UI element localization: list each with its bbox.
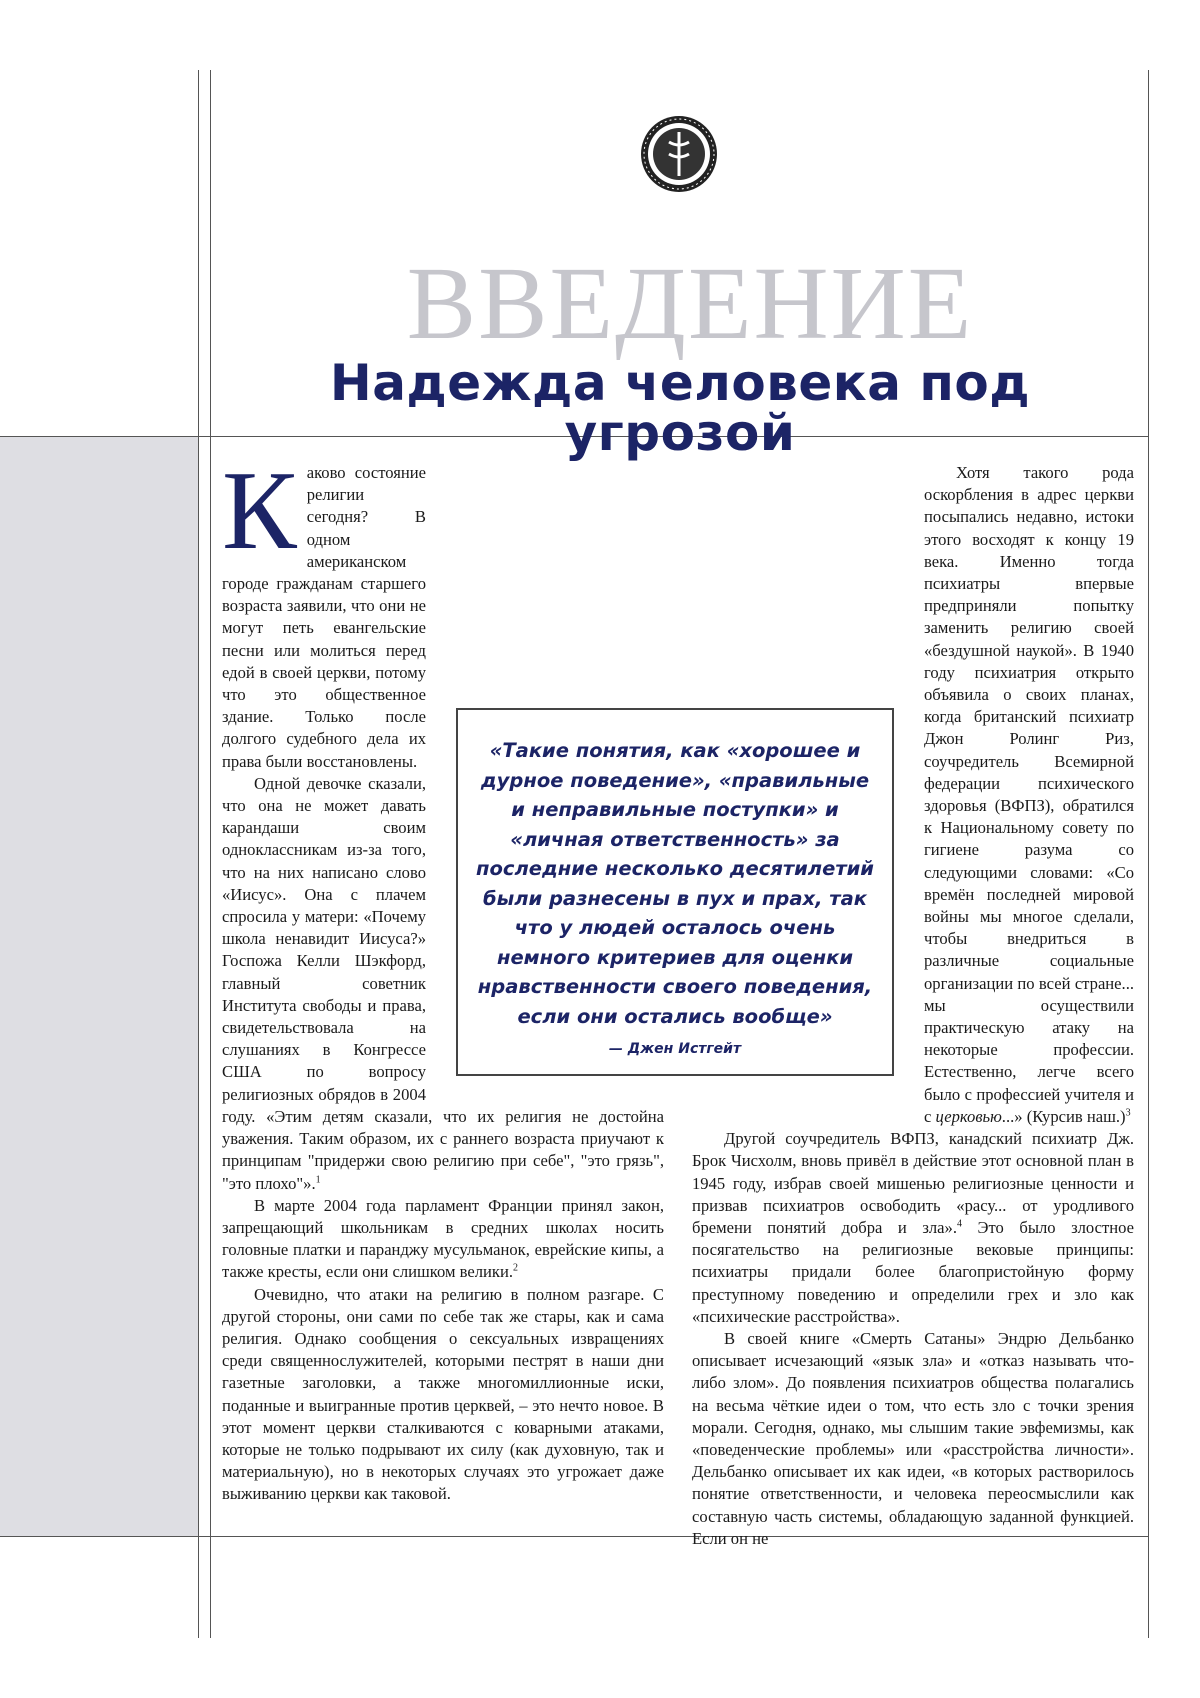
frame-line-right [1148,70,1149,1638]
paragraph: Очевидно, что атаки на религию в полном разгаре. С другой стороны, они сами по себе так же стары, как и сама религия. Однако сообщения о сексуальных извращениях среди священнослужителей, которыми пестрят в наши дни газетные заголовки, а также многомиллионные иски, поданные и выигранные против церквей, – это нечто новое. В этот момент церкви сталкиваются с коварными атаками, которые не только подрывают их силу (как духовную, так и материальную), но в некоторых случаях это угрожает даже выживанию церкви как таковой. [222,1284,664,1504]
drop-cap: К [222,449,297,573]
page-subtitle: Надежда человека под угрозой [329,354,1031,462]
footnote-ref: 3 [1125,1107,1131,1119]
pull-quote-box [456,708,894,1076]
paragraph: Другой соучредитель ВФПЗ, канадский психиатр Дж. Брок Чисхолм, вновь привёл в действие этот основной план в 1945 году, избрав своей мишенью религиозные ценности и призвав психиатров освободить «расу... от уродливого бремени понятий добра и зла».$^4$ Это было злостное посягательство на религиозные вековые принципы: психиатры придали более благопристойную форму преступному поведению и определили грех и зло как «психические расстройства». [692,1129,1134,1326]
footnote-ref: 4 [957,1218,962,1230]
frame-line-left-outer [198,70,199,1638]
paragraph: Хотя такого рода оскорбления в адрес церкви посыпались недавно, истоки этого восходят к концу 19 века. Именно тогда психиатры впервые предприняли попытку заменить религию своей «бездушной наукой». В 1940 году психиатрия открыто объявила о своих планах, когда британский психиатр Джон Ролинг Риз, соучредитель Всемирной федерации психического здоровья (ВФПЗ), обратился к Национальному совету по гигиене разума со следующими словами: «Со времён последней мировой войны мы многое сделали, чтобы внедриться в различные социальные организации по всей стране... мы осуществили практическую атаку на некоторые профессии. Естественно, легче всего было с профессией учителя и с церковью...» (Курсив наш.)$^3$ [924,463,1134,1126]
footnote-ref: 2 [513,1262,519,1274]
gray-side-panel [0,436,198,1536]
paragraph: Каково состояние религии сегодня? В одном американском городе гражданам старшего возраста заявили, что они не могут петь евангельские песни или молиться перед едой в своей церкви, потому что это общественное здание. Только после долгого судебного дела их права были восстановлены. [222,449,426,771]
paragraph: Одной девочке сказали, что она не может давать карандаши своим одноклассникам из-за того, что на них написано слово «Иисус». Она с плачем спросила у матери: «Почему школа ненавидит Иисуса?» Госпожа Келли Шэкфорд, главный советник Института свободы и права, свидетельствовала на слушаниях в Конгрессе США по вопросу религиозных обрядов в 2004 году. «Этим детям сказали, что их религия не достойна уважения. Таким образом, их с раннего возраста приучают к принципам "придержи свою религию при себе", "это грязь", "это плохо"».$^1$ [222,773,664,1193]
pull-quote-text: «Такие понятия, как «хорошее и дурное поведение», «правильные и неправильные поступки» и «личная ответственность» за последние несколько десятилетий были разнесены в пух и прах, так что у людей осталось очень немного критериев для оценки нравственности своего поведения, если они остались вообще» [476,739,874,1028]
paragraph: В своей книге «Смерть Сатаны» Эндрю Дельбанко описывает исчезающий «язык зла» и «отказ называть что-либо злом». До появления психиатров общества полагались на весьма чёткие идеи о том, что есть зло с точки зрения морали. Сегодня, однако, мы слышим такие эвфемизмы, как «поведенческие проблемы» или «расстройства личности». Дельбанко описывает их как идеи, «в которых растворилось понятие ответственности, и человека переосмыслили как составную часть системы, обладающую заданной функцией. Если он не [692,1328,1134,1548]
page-title: ВВЕДЕНИЕ [406,246,974,361]
frame-line-left-inner [210,70,211,1638]
emblem-seal-icon [639,114,719,194]
pull-quote-author: — Джен Истгейт [608,1041,742,1057]
footnote-ref: 1 [315,1173,321,1185]
paragraph: В марте 2004 года парламент Франции принял закон, запрещающий школьникам в средних школах носить головные платки и паранджу мусульманок, еврейские кипы, а также кресты, если они слишком велики.$^2$ [222,1195,664,1282]
